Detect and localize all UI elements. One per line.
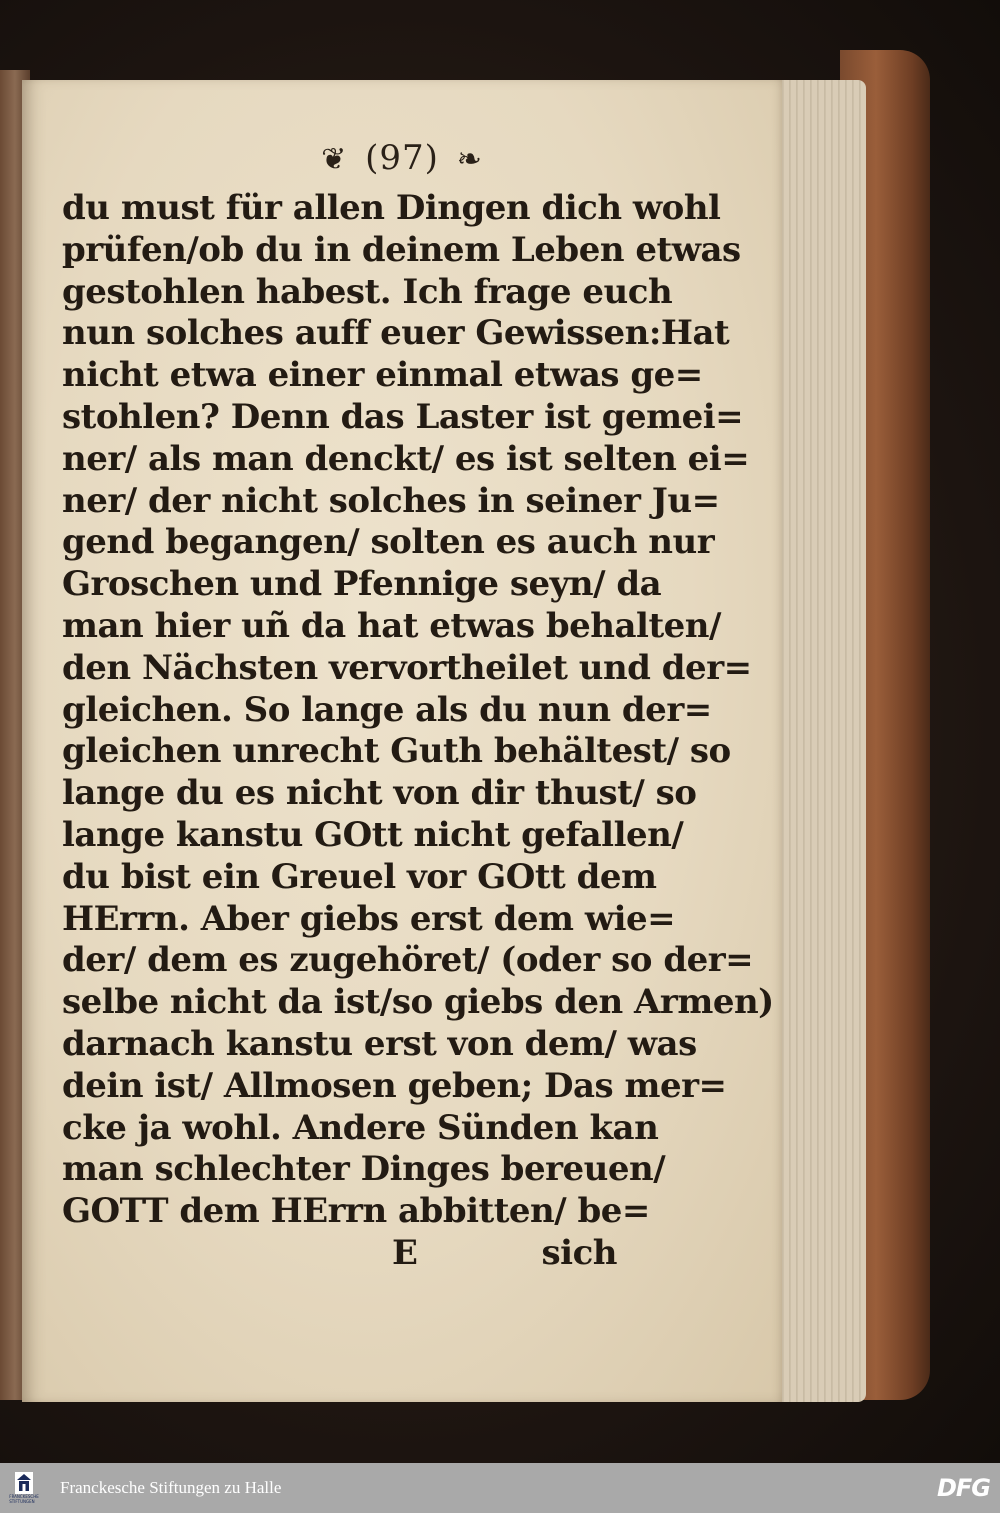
footer-bar	[0, 1463, 1000, 1513]
text-line: dein ist/ Allmosen geben; Das mer=	[62, 1065, 727, 1106]
text-line: Groschen und Pfennige seyn/ da	[62, 564, 662, 605]
page-edges	[770, 80, 866, 1402]
dfg-logo: DFG	[936, 1474, 990, 1502]
text-line: prüfen/ob du in deinem Leben etwas	[62, 229, 741, 270]
page-foot	[62, 1233, 647, 1275]
text-line: gend begangen/ solten es auch nur	[62, 522, 715, 563]
catchword: sich	[541, 1232, 617, 1273]
page-number: (97)	[365, 138, 439, 178]
text-line: den Nächsten vervortheilet und der=	[62, 647, 752, 688]
text-line: ner/ der nicht solches in seiner Ju=	[62, 480, 720, 521]
text-line: cke ja wohl. Andere Sünden kan	[62, 1107, 659, 1148]
text-line: nicht etwa einer einmal etwas ge=	[62, 355, 703, 396]
text-line: du must für allen Dingen dich wohl	[62, 188, 721, 228]
text-line: der/ dem es zugehöret/ (oder so der=	[62, 940, 754, 981]
page-header	[22, 138, 782, 178]
institution-name: Franckesche Stiftungen zu Halle	[60, 1478, 282, 1497]
ornament-right-icon: ❧	[456, 142, 483, 177]
text-line: GOTT dem HErrn abbitten/ be=	[62, 1191, 650, 1232]
logo-caption: FRANCKESCHE STIFTUNGEN	[9, 1494, 39, 1504]
text-line: du bist ein Greuel vor GOtt dem	[62, 856, 657, 897]
text-line: stohlen? Denn das Laster ist gemei=	[62, 396, 744, 437]
text-line: gleichen. So lange als du nun der=	[62, 689, 712, 730]
text-block	[62, 188, 774, 1275]
text-line: selbe nicht da ist/so giebs den Armen)	[62, 982, 774, 1023]
signature-mark: E	[392, 1232, 418, 1273]
text-line: gestohlen habest. Ich frage euch	[62, 271, 673, 312]
text-line: lange kanstu GOtt nicht gefallen/	[62, 814, 684, 855]
text-line: nun solches auff euer Gewissen:Hat	[62, 313, 730, 354]
text-line: ner/ als man denckt/ es ist selten ei=	[62, 438, 750, 479]
book-page	[22, 80, 782, 1402]
text-line: HErrn. Aber giebs erst dem wie=	[62, 898, 676, 939]
text-line: man hier uñ da hat etwas behalten/	[62, 605, 721, 646]
institution-logo	[6, 1468, 42, 1508]
ornament-left-icon: ❦	[321, 142, 348, 177]
text-line: man schlechter Dinges bereuen/	[62, 1149, 666, 1190]
text-line: darnach kanstu erst von dem/ was	[62, 1023, 697, 1064]
text-line: gleichen unrecht Guth behältest/ so	[62, 731, 731, 772]
institution-building-icon	[15, 1472, 33, 1494]
text-line: lange du es nicht von dir thust/ so	[62, 773, 697, 814]
